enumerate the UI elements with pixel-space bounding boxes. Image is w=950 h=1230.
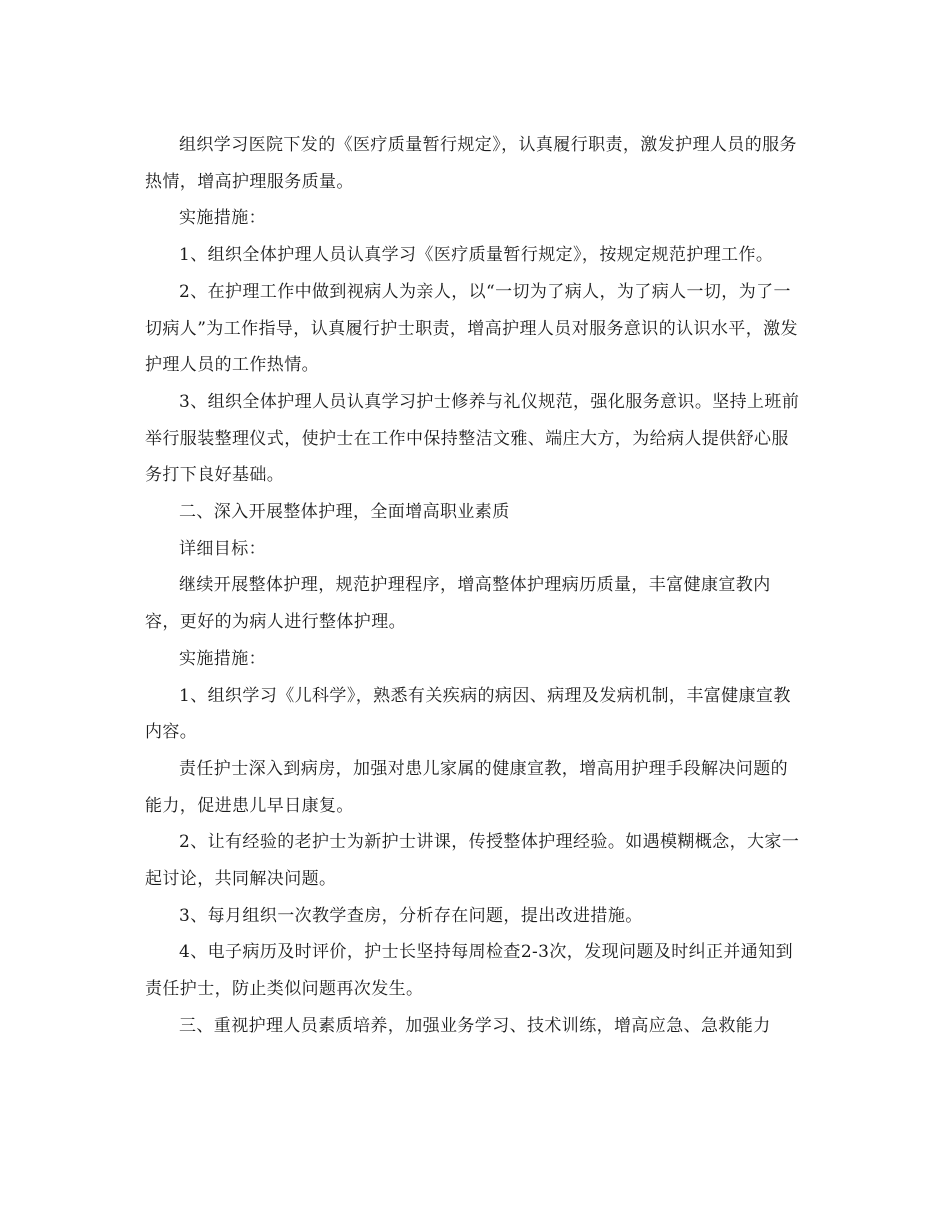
paragraph-measure-2-1-detail: 责任护士深入到病房，加强对患儿家属的健康宣教，增高用护理手段解决问题的能力，促进患儿早日康复。	[145, 758, 788, 816]
paragraph-goals-text: 继续开展整体护理，规范护理程序，增高整体护理病历质量，丰富健康宣教内容，更好的为病人进行整体护理。	[145, 575, 771, 633]
paragraph-measures-heading-2: 实施措施：	[179, 648, 266, 669]
paragraph-measure-1-3: 3、组织全体护理人员认真学习护士修养与礼仪规范，强化服务意识。坚持上班前举行服装整理仪式，使护士在工作中保持整洁文雅、端庄大方，为给病人提供舒心服务打下良好基础。	[145, 391, 800, 486]
paragraph-goals-heading: 详细目标：	[179, 538, 266, 559]
paragraph-measure-2-1: 1、组织学习《儿科学》，熟悉有关疾病的病因、病理及发病机制，丰富健康宣教内容。	[145, 685, 791, 743]
paragraph-measure-2-2: 2、让有经验的老护士为新护士讲课，传授整体护理经验。如遇模糊概念，大家一起讨论，共同解决问题。	[145, 832, 800, 890]
paragraph-measure-1-1: 1、组织全体护理人员认真学习《医疗质量暂行规定》，按规定规范护理工作。	[179, 245, 774, 266]
section-heading-2: 二、深入开展整体护理，全面增高职业素质	[179, 502, 510, 523]
paragraph-measure-2-4: 4、电子病历及时评价，护士长坚持每周检查2-3次，发现问题及时纠正并通知到责任护士，防止类似问题再次发生。	[145, 942, 793, 1000]
paragraph-goal-intro: 组织学习医院下发的《医疗质量暂行规定》，认真履行职责，激发护理人员的服务热情，增高护理服务质量。	[145, 135, 797, 192]
section-heading-3: 三、重视护理人员素质培养，加强业务学习、技术训练，增高应急、急救能力	[179, 1015, 771, 1036]
paragraph-measures-heading-1: 实施措施：	[179, 208, 266, 229]
paragraph-measure-2-3: 3、每月组织一次教学查房，分析存在问题，提出改进措施。	[179, 905, 643, 926]
paragraph-measure-1-2: 2、在护理工作中做到视病人为亲人，以“一切为了病人，为了病人一切，为了一切病人”为工作指导，认真履行护士职责，增高护理人员对服务意识的认识水平，激发护理人员的工作热情。	[145, 281, 798, 376]
